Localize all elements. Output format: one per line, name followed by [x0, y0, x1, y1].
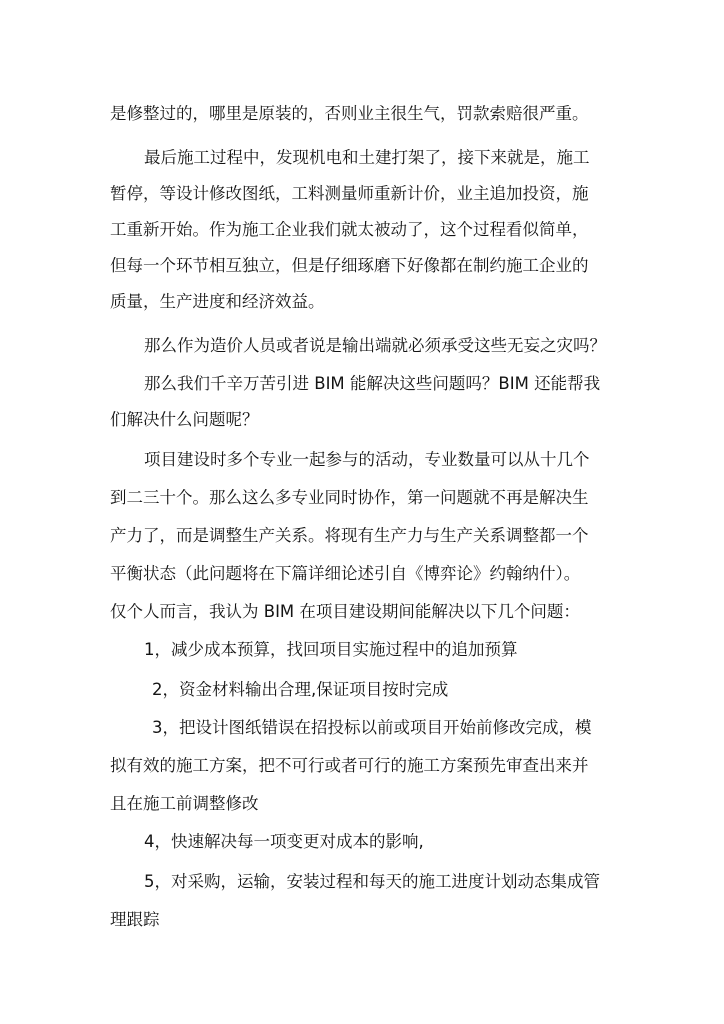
text-line: 产力了，而是调整生产关系。将现有生产力与生产关系调整都一个: [110, 526, 589, 545]
paragraph-first-line: 那么作为造价人员或者说是输出端就必须承受这些无妄之灾吗？: [144, 336, 606, 355]
text-line: 但每一个环节相互独立，但是仔细琢磨下好像都在制约施工企业的: [110, 256, 589, 275]
list-item: 2，资金材料输出合理,保证项目按时完成: [152, 680, 449, 699]
text-line: 仅个人而言，我认为 BIM 在项目建设期间能解决以下几个问题：: [110, 602, 580, 621]
list-item: 3，把设计图纸错误在招投标以前或项目开始前修改完成，模: [152, 718, 592, 737]
list-item: 1，减少成本预算，找回项目实施过程中的追加预算: [144, 640, 518, 659]
text-line: 暂停，等设计修改图纸，工料测量师重新计价，业主追加投资，施: [110, 184, 589, 203]
list-item: 4，快速解决每一项变更对成本的影响,: [144, 832, 424, 851]
text-line: 且在施工前调整修改: [110, 794, 259, 813]
text-line: 质量，生产进度和经济效益。: [110, 292, 325, 311]
list-item: 5，对采购，运输，安装过程和每天的施工进度计划动态集成管: [144, 872, 600, 891]
text-line: 拟有效的施工方案，把不可行或者可行的施工方案预先审查出来并: [110, 756, 589, 775]
paragraph-first-line: 最后施工过程中，发现机电和土建打架了，接下来就是，施工: [144, 148, 590, 167]
text-line: 们解决什么问题呢？: [110, 410, 259, 429]
paragraph-first-line: 那么我们千辛万苦引进 BIM 能解决这些问题吗？BIM 还能帮我: [144, 374, 601, 393]
text-line: 工重新开始。作为施工企业我们就太被动了，这个过程看似简单，: [110, 220, 589, 239]
text-line: 到二三十个。那么这么多专业同时协作，第一问题就不再是解决生: [110, 488, 589, 507]
paragraph-first-line: 项目建设时多个专业一起参与的活动，专业数量可以从十几个: [144, 450, 590, 469]
text-line: 平衡状态（此问题将在下篇详细论述引自《博弈论》约翰纳什）。: [110, 564, 581, 583]
text-line: 理跟踪: [110, 910, 160, 929]
text-line: 是修整过的，哪里是原装的，否则业主很生气，罚款索赔很严重。: [110, 104, 589, 123]
